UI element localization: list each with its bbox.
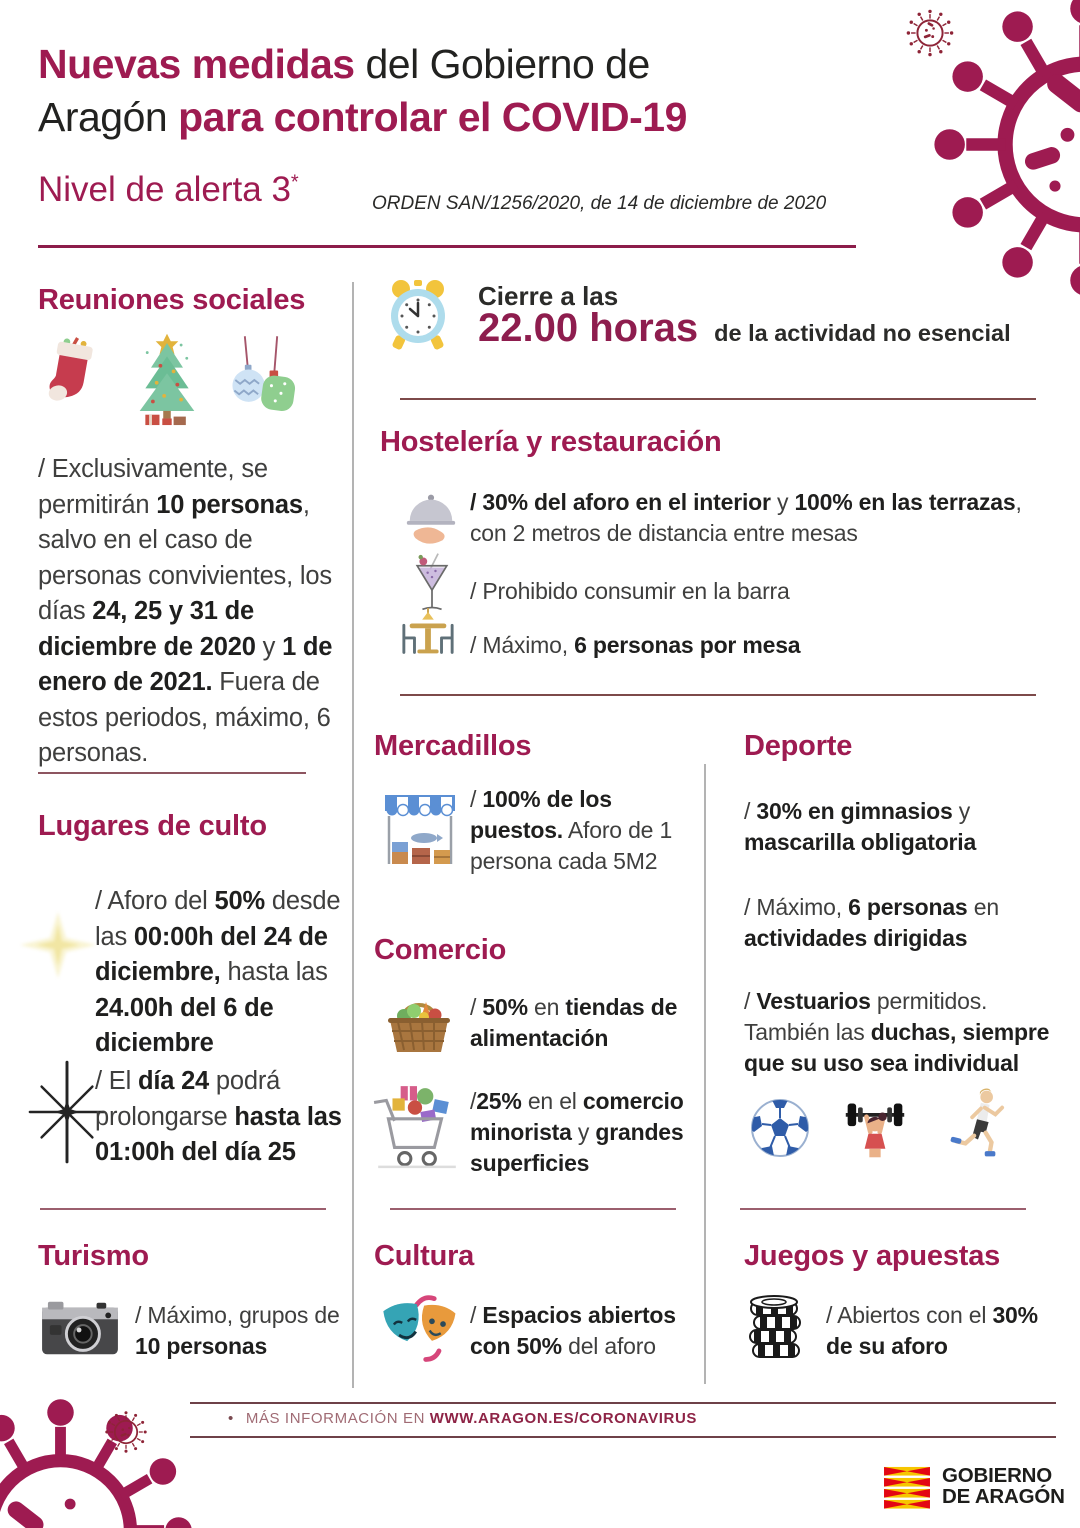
comercio-item-2: /25% en el comercio minorista y grandes superficies xyxy=(470,1088,684,1176)
section-heading-culto: Lugares de culto xyxy=(38,810,267,842)
header-rule xyxy=(38,245,856,248)
hosteleria-item-2: / Prohibido consumir en la barra xyxy=(470,578,790,604)
hosteleria-item-1: / 30% del aforo en el interior y 100% en las terrazas, con 2 metros de distancia entre mesas xyxy=(470,489,1022,546)
footer-rule-top xyxy=(190,1402,1056,1404)
camera-icon xyxy=(40,1294,120,1364)
comercio-item-1: / 50% en tiendas de alimentación xyxy=(470,994,678,1051)
runner-icon xyxy=(948,1088,1006,1162)
food-basket-icon xyxy=(382,988,456,1060)
page-title xyxy=(38,38,878,144)
government-logo xyxy=(942,1466,1065,1507)
cultura-item-1: / Espacios abiertos con 50% del aforo xyxy=(470,1302,676,1359)
alert-asterisk: * xyxy=(290,171,299,194)
closing-time-row xyxy=(478,306,1011,351)
section-heading-comercio: Comercio xyxy=(374,934,507,966)
market-stall-icon xyxy=(382,790,458,872)
closing-line1: Cierre a las xyxy=(478,281,619,311)
culto-item-2: / El día 24 podrá prolongarse hasta las 01:00h del día 25 xyxy=(95,1067,342,1166)
closing-suffix: de la actividad no esencial xyxy=(714,320,1011,346)
christmas-tree-icon xyxy=(128,330,206,426)
footer-rule-bottom xyxy=(190,1436,1056,1438)
juegos-item-1: / Abiertos con el 30% de su aforo xyxy=(826,1302,1038,1359)
poker-chips-icon xyxy=(744,1292,806,1362)
divider-vertical-right xyxy=(704,764,706,1384)
divider xyxy=(38,772,306,774)
section-heading-cultura: Cultura xyxy=(374,1240,475,1272)
footer-info-url[interactable]: WWW.ARAGON.ES/CORONAVIRUS xyxy=(429,1410,697,1427)
divider xyxy=(40,1208,326,1210)
shopping-cart-icon xyxy=(370,1080,464,1174)
page-title-line1: Nuevas medidas del Gobierno de xyxy=(38,41,650,87)
reuniones-body: / Exclusivamente, se permitirán 10 personas, salvo en el caso de personas convivientes, los días 24, 25 y 31 de diciembre de 2020 y 1 de enero de 2021. Fuera de estos periodos, máximo, 6 personas. xyxy=(38,455,333,767)
closing-time: 22.00 horas xyxy=(478,306,699,350)
serving-cloche-icon xyxy=(402,488,460,548)
divider xyxy=(400,398,1036,400)
section-heading-deporte: Deporte xyxy=(744,730,853,762)
hosteleria-item-3: / Máximo, 6 personas por mesa xyxy=(470,632,801,658)
divider-vertical-left xyxy=(352,282,354,1388)
christmas-ornaments-icon xyxy=(222,336,300,424)
deporte-item-1: / 30% en gimnasios y mascarilla obligatoria xyxy=(744,798,977,855)
page-title-line2: Aragón para controlar el COVID-19 xyxy=(38,94,687,140)
section-heading-mercadillos: Mercadillos xyxy=(374,730,532,762)
logo-line1: GOBIERNO xyxy=(942,1464,1053,1487)
christmas-stocking-icon xyxy=(42,334,104,418)
theater-masks-icon xyxy=(376,1292,464,1368)
divider xyxy=(400,694,1036,696)
alarm-clock-icon xyxy=(382,276,454,352)
virus-icon-large xyxy=(933,0,1080,297)
weightlifter-icon xyxy=(842,1094,908,1164)
section-heading-reuniones: Reuniones sociales xyxy=(38,284,306,316)
divider xyxy=(390,1208,676,1210)
virus-icon-small-bottom xyxy=(102,1408,150,1456)
alert-level: Nivel de alerta 3* xyxy=(38,170,299,209)
star-glow-icon xyxy=(16,908,100,982)
table-chairs-icon xyxy=(396,608,460,664)
culto-item-1: / Aforo del 50% desde las 00:00h del 24 de diciembre, hasta las 24.00h del 6 de diciembre xyxy=(95,887,341,1057)
order-reference: ORDEN SAN/1256/2020, de 14 de diciembre de 2020 xyxy=(372,193,827,214)
section-heading-juegos: Juegos y apuestas xyxy=(744,1240,1001,1272)
virus-icon-large-bottom xyxy=(0,1398,193,1528)
soccer-ball-icon xyxy=(748,1096,812,1160)
divider xyxy=(740,1208,1026,1210)
section-heading-hosteleria: Hostelería y restauración xyxy=(380,426,722,458)
footer-bullet: • xyxy=(228,1410,234,1427)
turismo-item-1: / Máximo, grupos de 10 personas xyxy=(135,1302,340,1359)
footer-info-prefix: MÁS INFORMACIÓN EN xyxy=(245,1410,430,1427)
deporte-item-3: / Vestuarios permitidos. También las duchas, siempre que su uso sea individual xyxy=(744,988,1050,1076)
deporte-item-2: / Máximo, 6 personas en actividades dirigidas xyxy=(744,894,999,951)
mercadillos-item-1: / 100% de los puestos. Aforo de 1 persona cada 5M2 xyxy=(470,786,673,874)
section-heading-turismo: Turismo xyxy=(38,1240,149,1272)
logo-line2: DE ARAGÓN xyxy=(942,1484,1065,1508)
aragon-flag-icon xyxy=(880,1466,934,1510)
footer-info xyxy=(228,1410,697,1427)
